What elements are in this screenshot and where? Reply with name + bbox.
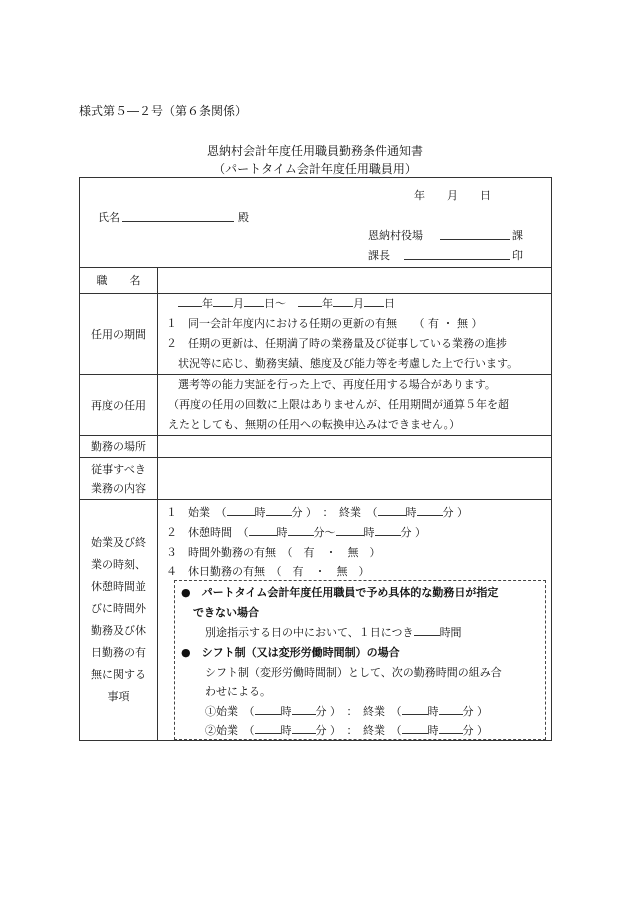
- name-blank: [122, 209, 234, 222]
- seal-label: 印: [512, 249, 523, 262]
- shift-body-2: わせによる。: [205, 685, 271, 698]
- office-label: 恩納村役場: [368, 229, 423, 242]
- reappoint-line-2: （再度の任用の回数に上限はありませんが、任用期間が通算５年を超: [168, 398, 509, 411]
- dono-label: 殿: [238, 211, 249, 224]
- term-content: [158, 294, 552, 375]
- overtime-line: ３ 時間外勤務の有無 （ 有 ・ 無 ）: [166, 546, 381, 559]
- date-field: 年 月 日: [414, 189, 491, 202]
- shift-pattern-2: ②始業 （ 時 分 ） ： 終業 （ 時 分 ）: [205, 721, 488, 740]
- no-fixed-days-title-2: できない場合: [193, 606, 259, 619]
- reappoint-label: 再度の任用: [80, 375, 158, 436]
- work-hours-line: １ 始業 （ 時 分 ） ： 終業 （ 時 分 ）: [166, 503, 468, 523]
- shift-body-1: シフト制（変形労働時間制）として、次の勤務時間の組み合: [205, 666, 502, 679]
- reappoint-line-1: 選考等の能力実証を行った上で、再度任用する場合があります。: [178, 378, 496, 391]
- chief-blank: [404, 247, 510, 260]
- no-fixed-days-body: 別途指示する日の中において、１日につき 時間: [205, 623, 462, 643]
- term-renewal: １ 同一会計年度内における任期の更新の有無 （ 有 ・ 無 ）: [166, 317, 483, 330]
- holiday-line: ４ 休日勤務の有無 （ 有 ・ 無 ）: [166, 565, 370, 578]
- reappoint-content: [158, 375, 552, 436]
- place-label: 勤務の場所: [80, 436, 158, 458]
- term-dates: 年 月 日～ 年 月 日: [166, 294, 551, 314]
- section-blank: [440, 227, 510, 240]
- document-subtitle: （パートタイム会計年度任用職員用）: [213, 162, 417, 176]
- break-line: ２ 休憩時間 （ 時 分～ 時 分 ）: [166, 523, 426, 543]
- form-number: 様式第５―２号（第６条関係）: [79, 104, 248, 118]
- shift-title: ● シフト制（又は変形労働時間制）の場合: [181, 646, 400, 659]
- header-block: [80, 178, 552, 268]
- hours-label: 始業及び終 業の時刻、 休憩時間並 びに時間外 勤務及び休 日勤務の有 無に関する 事項: [80, 500, 158, 741]
- term-renewal-note-2: 状況等に応じ、勤務実績、態度及び能力等を考慮した上で行います。: [178, 357, 519, 370]
- term-label: 任用の期間: [80, 294, 158, 375]
- post-value: [158, 268, 552, 294]
- ka-label: 課: [512, 229, 523, 242]
- conditions-table: [79, 177, 552, 741]
- place-value: [158, 436, 552, 458]
- post-label: 職 名: [80, 268, 158, 294]
- term-renewal-note-1: ２ 任期の更新は、任期満了時の業務量及び従事している業務の進捗: [166, 337, 507, 350]
- hours-content: [158, 500, 552, 741]
- name-label: 氏名: [98, 211, 120, 224]
- special-schedule-box: [174, 580, 546, 740]
- shift-pattern-1: ①始業 （ 時 分 ） ： 終業 （ 時 分 ）: [205, 702, 488, 722]
- document-title: 恩納村会計年度任用職員勤務条件通知書: [206, 144, 423, 158]
- reappoint-line-3: えたとしても、無期の任用への転換申込みはできません。）: [168, 418, 461, 431]
- chief-label: 課長: [368, 249, 390, 262]
- no-fixed-days-title-1: ● パートタイム会計年度任用職員で予め具体的な勤務日が指定: [181, 586, 499, 599]
- duty-label: 従事すべき 業務の内容: [80, 458, 158, 500]
- duty-value: [158, 458, 552, 500]
